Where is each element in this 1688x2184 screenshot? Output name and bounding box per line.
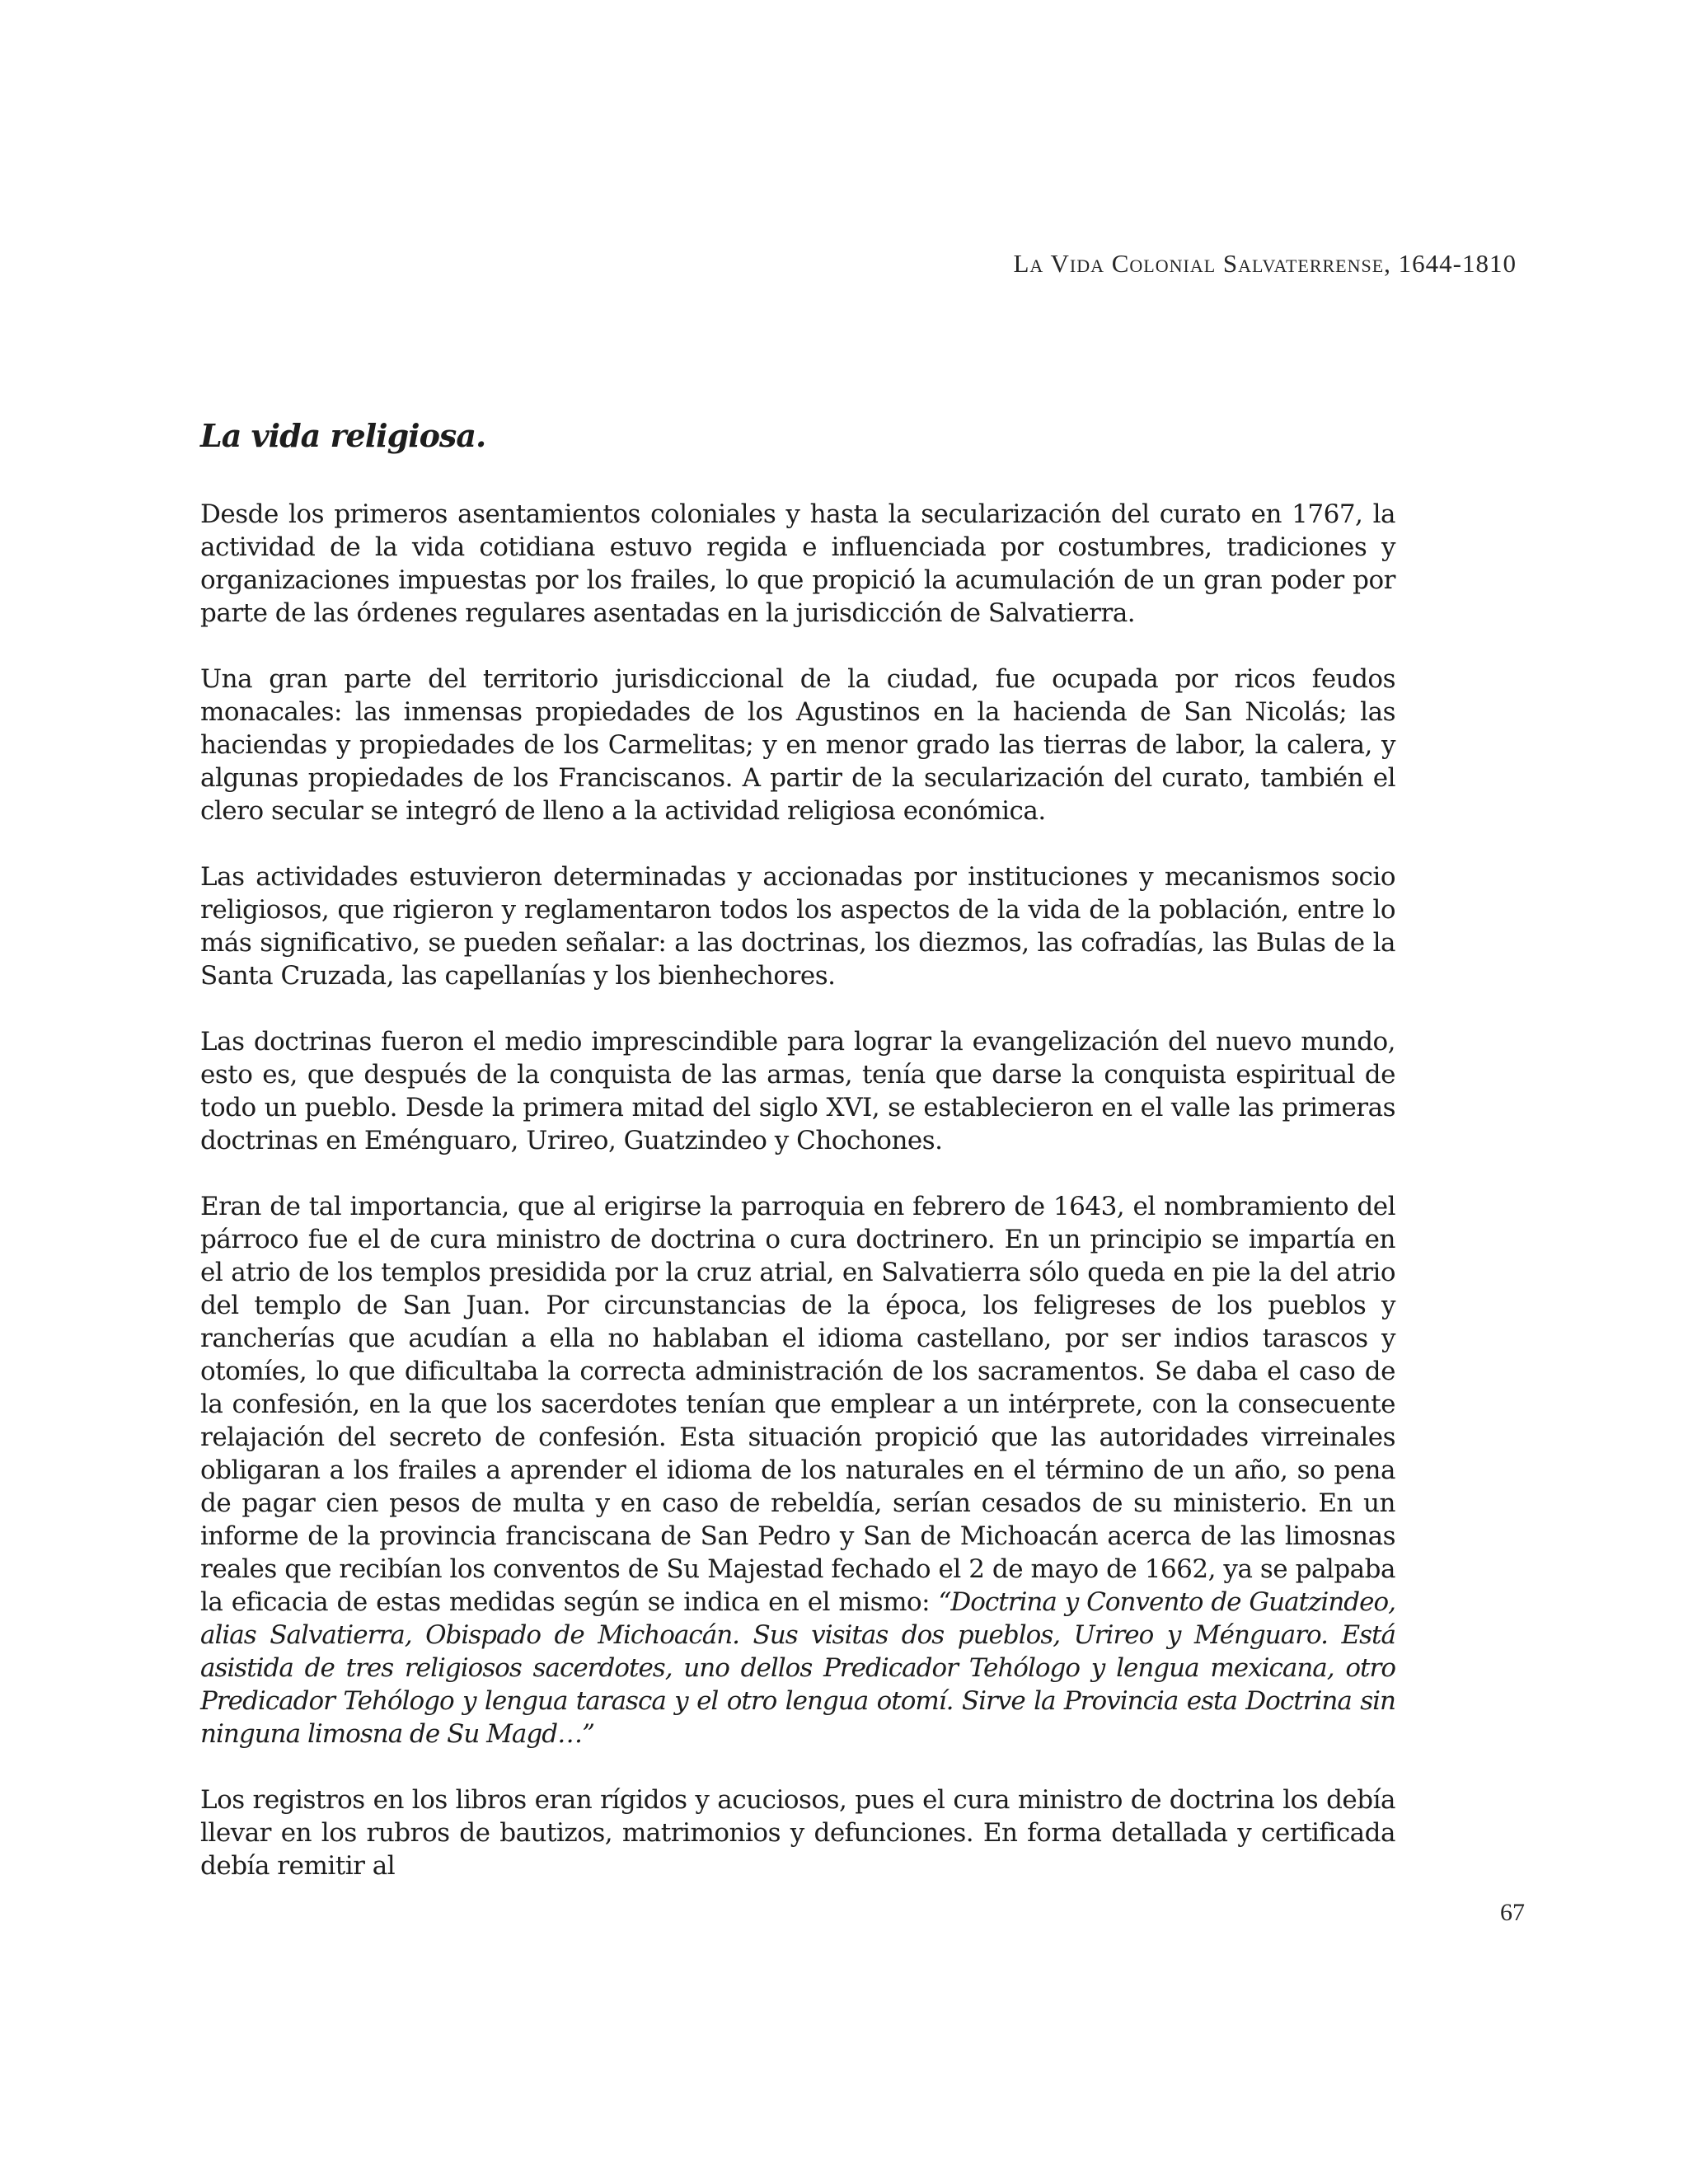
section-title: La vida religiosa. bbox=[200, 417, 486, 454]
page-number: 67 bbox=[1500, 1899, 1525, 1926]
paragraph-5-text: Eran de tal importancia, que al erigirse la parroquia en febrero de 1643, el nombramiento del párroco fue el de cura ministro de doctrina o cura doctrinero. En un principio se impartía en el atrio de los templos presidida por la cruz atrial, en Salvatierra sólo queda en pie la del atrio del templo de San Juan. Por circunstancias de la época, los feligreses de los pueblos y rancherías que acudían a ella no hablaban el idioma castellano, por ser indios tarascos y otomíes, lo que dificultaba la correcta administración de los sacramentos. Se daba el caso de la confesión, en la que los sacerdotes tenían que emplear a un intérprete, con la consecuente relajación del secreto de confesión. Esta situación propició que las autoridades virreinales obligaran a los frailes a aprender el idioma de los naturales en el término de un año, so pena de pagar cien pesos de multa y en caso de rebeldía, serían cesados de su ministerio. En un informe de la provincia franciscana de San Pedro y San de Michoacán acerca de las limosnas reales que recibían los conventos de Su Majestad fechado el 2 de mayo de 1662, ya se palpaba la eficacia de estas medidas según se indica en el mismo: bbox=[200, 1192, 1395, 1617]
franciscan-report-quote: “Doctrina y Convento de Guatzindeo, alias Salvatierra, Obispado de Michoacán. Sus visitas dos pueblos, Urireo y Ménguaro. Está asistida de tres religiosos sacerdotes, uno dellos Predicador Tehólogo y lengua mexicana, otro Predicador Tehólogo y lengua tarasca y el otro lengua otomí. Sirve la Provincia esta Doctrina sin ninguna limosna de Su Magd…” bbox=[200, 1587, 1395, 1749]
paragraph-5 bbox=[200, 1190, 1395, 1750]
paragraph-4: Las doctrinas fueron el medio imprescindible para lograr la evangelización del nuevo mundo, esto es, que después de la conquista de las armas, tenía que darse la conquista espiritual de todo un pueblo. Desde la primera mitad del siglo XVI, se establecieron en el valle las primeras doctrinas en Eménguaro, Urireo, Guatzindeo y Chochones. bbox=[200, 1027, 1395, 1155]
running-header: La Vida Colonial Salvaterrense, 1644-1810 bbox=[1013, 249, 1517, 278]
paragraph-3: Las actividades estuvieron determinadas y accionadas por instituciones y mecanismos socio religiosos, que rigieron y reglamentaron todos los aspectos de la vida de la población, entre lo más significativo, se pueden señalar: a las doctrinas, los diezmos, las cofradías, las Bulas de la Santa Cruzada, las capellanías y los bienhechores. bbox=[200, 862, 1395, 991]
page-body bbox=[200, 410, 1395, 1915]
paragraph-1: Desde los primeros asentamientos coloniales y hasta la secularización del curato en 1767, la actividad de la vida cotidiana estuvo regida e influenciada por costumbres, tradiciones y organizaciones impuestas por los frailes, lo que propició la acumulación de un gran poder por parte de las órdenes regulares asentadas en la jurisdicción de Salvatierra. bbox=[200, 499, 1395, 628]
paragraph-6: Los registros en los libros eran rígidos y acuciosos, pues el cura ministro de doctrina los debía llevar en los rubros de bautizos, matrimonios y defunciones. En forma detallada y certificada debía remitir al bbox=[200, 1785, 1395, 1881]
paragraph-2: Una gran parte del territorio jurisdiccional de la ciudad, fue ocupada por ricos feudos monacales: las inmensas propiedades de los Agustinos en la hacienda de San Nicolás; las haciendas y propiedades de los Carmelitas; y en menor grado las tierras de labor, la calera, y algunas propiedades de los Franciscanos. A partir de la secularización del curato, también el clero secular se integró de lleno a la actividad religiosa económica. bbox=[200, 664, 1395, 826]
